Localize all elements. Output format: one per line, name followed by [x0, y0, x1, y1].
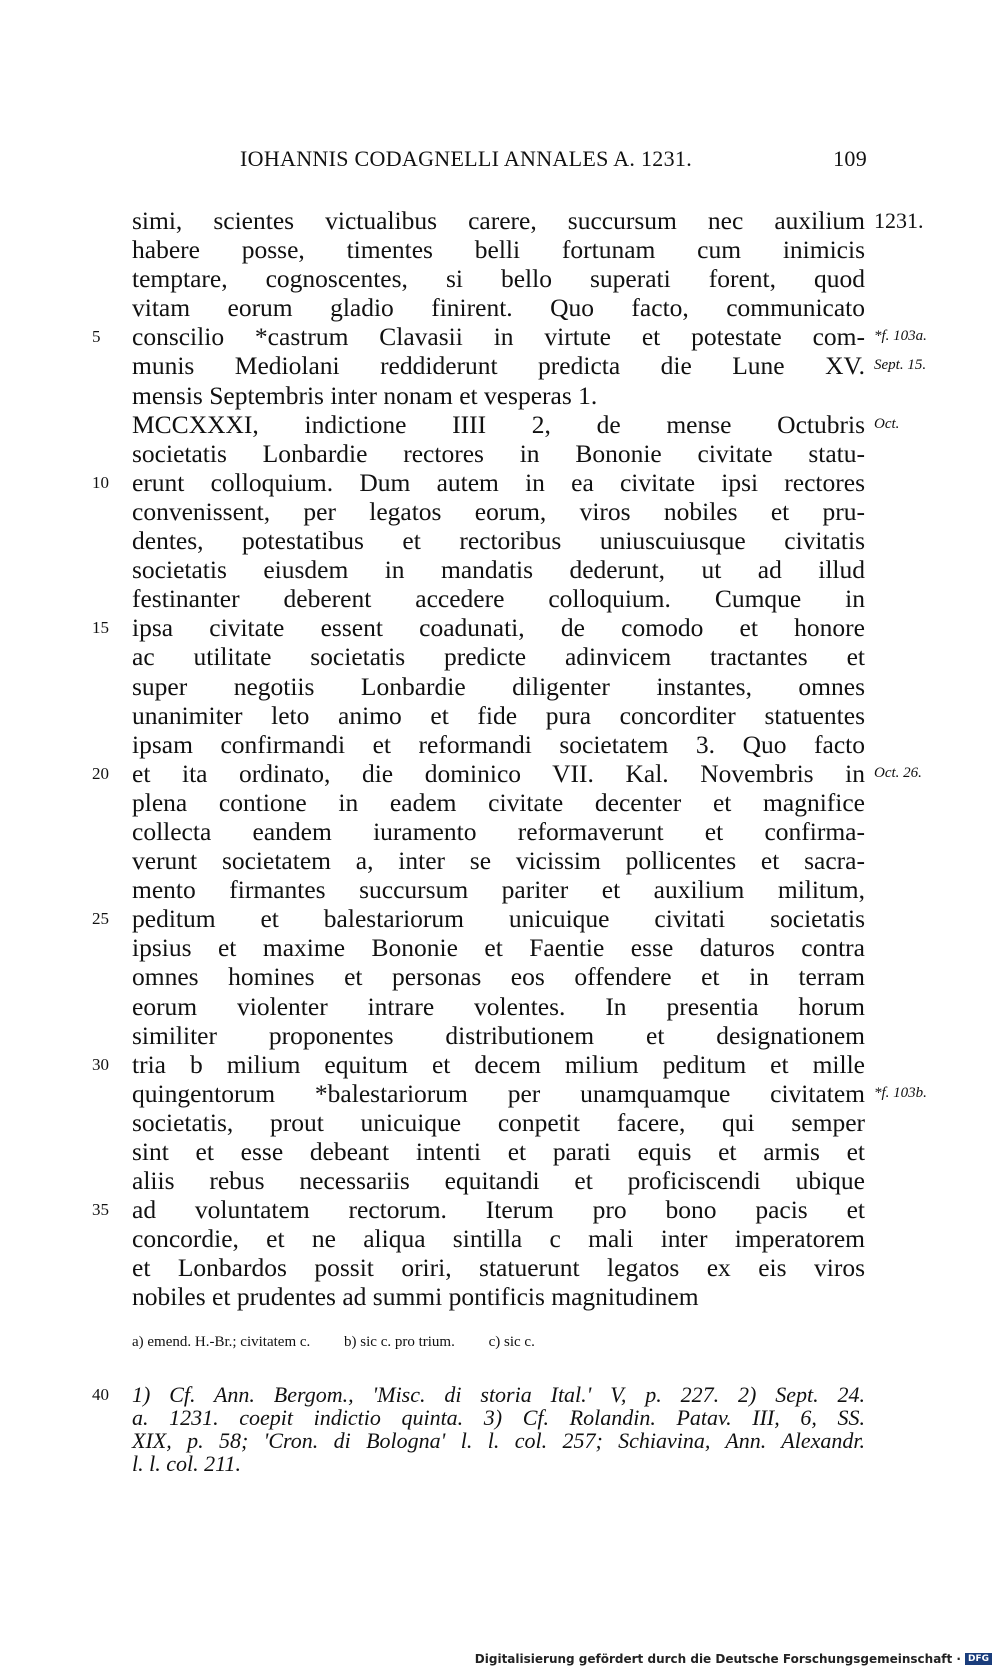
text-line	[132, 1078, 927, 1108]
page-number: 109	[833, 146, 867, 171]
text-line	[132, 381, 865, 410]
line-text: unanimiter leto animo et fide pura concorditer statuentes	[132, 700, 865, 730]
line-text: eorum violenter intrare volentes. In presentia horum	[132, 991, 865, 1021]
line-text: peditum et balestariorum unicuique civitati societatis	[132, 904, 865, 934]
line-text: dentes, potestatibus et rectoribus uniuscuiusque civitatis	[132, 526, 865, 556]
margin-note: *f. 103a.	[874, 328, 927, 345]
text-line	[132, 264, 865, 293]
line-text: concordie, et ne aliqua sintilla c mali inter imperatorem	[132, 1224, 865, 1254]
text-line	[132, 1108, 865, 1137]
note-line: 40 1) Cf. Ann. Bergom., 'Misc. di storia Ital.' V, p. 227. 2) Sept. 24.	[92, 1382, 865, 1407]
line-text: MCCXXXI, indictione IIII 2, de mense Octubris	[132, 409, 865, 439]
text-line	[132, 788, 865, 817]
line-text: mensis Septembris inter nonam et vesperas 1.	[132, 380, 598, 410]
margin-note: 1231.	[874, 208, 924, 233]
text-line	[132, 526, 865, 555]
text-line	[132, 642, 865, 671]
digitization-credit	[475, 1652, 992, 1666]
text-line	[132, 235, 865, 264]
line-number: 30	[92, 1054, 109, 1074]
line-text: erunt colloquium. Dum autem in ea civitate ipsi rectores	[132, 467, 865, 497]
text-line	[92, 1049, 865, 1079]
line-number: 25	[92, 909, 109, 929]
line-text: vitam eorum gladio finirent. Quo facto, communicato	[132, 293, 865, 323]
text-line	[132, 497, 865, 526]
text-line	[132, 962, 865, 991]
text-line	[132, 206, 924, 235]
line-text: ac utilitate societatis predicte adinvicem tractantes et	[132, 642, 865, 672]
line-text: societatis, prout unicuique conpetit facere, qui semper	[132, 1107, 865, 1137]
line-number: 15	[92, 618, 109, 638]
running-title: IOHANNIS CODAGNELLI ANNALES A. 1231.	[240, 146, 693, 171]
line-text: conscilio *castrum Clavasii in virtute et potestate com-	[132, 322, 865, 352]
line-text: et Lonbardos possit oriri, statuerunt legatos ex eis viros	[132, 1253, 865, 1283]
line-number: 40	[92, 1385, 109, 1404]
dfg-logo: DFG	[965, 1653, 992, 1665]
line-text: verunt societatem a, inter se vicissim pollicentes et sacra-	[132, 846, 865, 876]
line-text: ipsius et maxime Bononie et Faentie esse daturos contra	[132, 933, 865, 963]
apparatus-note: c) sic c.	[488, 1334, 535, 1350]
text-line	[132, 351, 927, 381]
line-text: simi, scientes victualibus carere, succursum nec auxilium	[132, 206, 865, 235]
apparatus-note: b) sic c. pro trium.	[344, 1334, 455, 1350]
line-text: nobiles et prudentes ad summi pontificis magnitudinem	[132, 1282, 699, 1312]
line-text: convenissent, per legatos eorum, viros nobiles et pru-	[132, 496, 865, 526]
apparatus-note: a) emend. H.-Br.; civitatem c.	[132, 1334, 311, 1350]
margin-note: Oct.	[874, 415, 900, 432]
line-text: quingentorum *balestariorum per unamquamque civitatem	[132, 1078, 865, 1108]
line-text: plena contione in eadem civitate decenter et magnifice	[132, 787, 865, 817]
note-line: a. 1231. coepit indictio quinta. 3) Cf. Rolandin. Patav. III, 6, SS.	[132, 1405, 865, 1430]
margin-note: *f. 103b.	[874, 1084, 927, 1101]
line-text: mento firmantes succursum pariter et auxilium militum,	[132, 875, 865, 905]
text-line	[132, 730, 865, 759]
margin-note: Sept. 15.	[874, 357, 927, 374]
line-number: 5	[92, 327, 101, 347]
text-line	[132, 293, 865, 322]
line-number: 20	[92, 763, 109, 783]
line-text: collecta eandem iuramento reformaverunt et confirma-	[132, 816, 865, 846]
historical-notes	[92, 1382, 865, 1476]
text-line	[132, 672, 865, 701]
line-text: super negotiis Lonbardie diligenter instantes, omnes	[132, 671, 865, 701]
text-line	[132, 1166, 865, 1195]
line-text: ad voluntatem rectorum. Iterum pro bono pacis et	[132, 1195, 865, 1225]
text-line	[92, 613, 865, 643]
text-line	[92, 322, 927, 352]
line-text: temptare, cognoscentes, si bello superati forent, quod	[132, 264, 865, 294]
text-line	[132, 992, 865, 1021]
line-text: sint et esse debeant intenti et parati equis et armis et	[132, 1137, 865, 1166]
text-line	[132, 439, 865, 468]
critical-apparatus	[132, 1334, 865, 1351]
text-line	[132, 817, 865, 846]
line-text: ipsa civitate essent coadunati, de comodo et honore	[132, 613, 865, 643]
line-text: festinanter deberent accedere colloquium. Cumque in	[132, 584, 865, 614]
text-line	[92, 1195, 865, 1225]
line-text: et ita ordinato, die dominico VII. Kal. Novembris in	[132, 758, 865, 788]
text-line	[132, 701, 865, 730]
text-line	[132, 584, 865, 613]
text-line	[132, 846, 865, 875]
text-line	[132, 1021, 865, 1050]
text-line	[132, 1224, 865, 1253]
note-line: l. l. col. 211.	[132, 1451, 241, 1476]
text-line	[92, 467, 865, 497]
margin-note: Oct. 26.	[874, 764, 922, 781]
line-text: omnes homines et personas eos offendere et in terram	[132, 962, 865, 992]
text-line	[132, 1282, 865, 1311]
line-text: similiter proponentes distributionem et designationem	[132, 1020, 865, 1050]
line-text: societatis eiusdem in mandatis dederunt, ut ad illud	[132, 555, 865, 585]
line-number: 10	[92, 472, 109, 492]
note-line: XIX, p. 58; 'Cron. di Bologna' l. l. col. 257; Schiavina, Ann. Alexandr.	[132, 1428, 865, 1453]
line-text: ipsam confirmandi et reformandi societatem 3. Quo facto	[132, 729, 865, 759]
main-text	[92, 206, 927, 1312]
text-line	[92, 758, 922, 788]
credit-text: Digitalisierung gefördert durch die Deutsche Forschungsgemeinschaft ·	[474, 1652, 961, 1666]
line-text: societatis Lonbardie rectores in Bononie civitate statu-	[132, 438, 865, 468]
line-text: tria b milium equitum et decem milium peditum et mille	[132, 1049, 865, 1079]
line-number: 35	[92, 1200, 109, 1220]
text-line	[132, 555, 865, 584]
text-line	[132, 1137, 865, 1166]
text-line	[132, 933, 865, 962]
text-line	[132, 875, 865, 904]
text-line	[92, 904, 865, 934]
line-text: munis Mediolani reddiderunt predicta die Lune XV.	[132, 351, 865, 381]
line-text: aliis rebus necessariis equitandi et proficiscendi ubique	[132, 1166, 865, 1196]
text-line	[132, 409, 900, 439]
line-text: habere posse, timentes belli fortunam cum inimicis	[132, 235, 865, 265]
text-line	[132, 1253, 865, 1282]
